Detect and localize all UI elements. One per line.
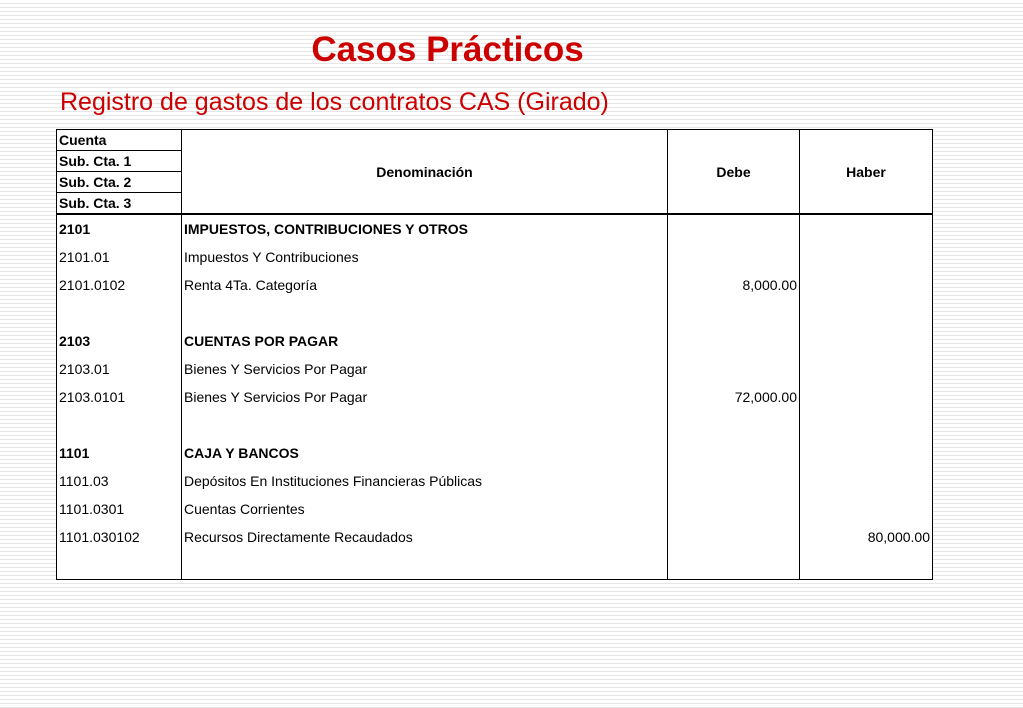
table-row: [57, 383, 933, 411]
page-subtitle: Registro de gastos de los contratos CAS (Girado): [60, 88, 609, 116]
cell-haber: [800, 439, 933, 467]
cell-haber: [800, 467, 933, 495]
cell-denominacion: [182, 551, 668, 580]
cell-debe: 72,000.00: [668, 383, 800, 411]
cell-denominacion: CUENTAS POR PAGAR: [182, 327, 668, 355]
page-title: Casos Prácticos: [311, 30, 584, 69]
cell-denominacion: Bienes Y Servicios Por Pagar: [182, 383, 668, 411]
ledger-header: [57, 130, 933, 215]
cell-haber: [800, 551, 933, 580]
table-row: [57, 467, 933, 495]
cell-cuenta: [57, 299, 182, 327]
cell-debe: [668, 439, 800, 467]
cell-haber: [800, 271, 933, 299]
cell-debe: [668, 299, 800, 327]
table-row: [57, 214, 933, 243]
cell-cuenta: 1101: [57, 439, 182, 467]
cell-cuenta: 2101.0102: [57, 271, 182, 299]
cell-cuenta: 2101.01: [57, 243, 182, 271]
cell-debe: [668, 523, 800, 551]
cell-debe: [668, 327, 800, 355]
cell-haber: [800, 327, 933, 355]
header-haber: Haber: [800, 130, 933, 215]
table-row: [57, 411, 933, 439]
cell-denominacion: CAJA Y BANCOS: [182, 439, 668, 467]
cell-haber: [800, 243, 933, 271]
cell-debe: [668, 495, 800, 523]
cell-cuenta: 1101.030102: [57, 523, 182, 551]
cell-debe: [668, 551, 800, 580]
cell-cuenta: 1101.03: [57, 467, 182, 495]
cell-haber: 80,000.00: [800, 523, 933, 551]
cell-debe: [668, 467, 800, 495]
cell-haber: [800, 214, 933, 243]
cell-cuenta: 2103.01: [57, 355, 182, 383]
cell-denominacion: Cuentas Corrientes: [182, 495, 668, 523]
cell-cuenta: 2103.0101: [57, 383, 182, 411]
cell-haber: [800, 299, 933, 327]
cell-denominacion: Impuestos Y Contribuciones: [182, 243, 668, 271]
table-row: [57, 439, 933, 467]
cell-cuenta: [57, 411, 182, 439]
header-sub-cta-2: Sub. Cta. 2: [57, 172, 182, 193]
cell-haber: [800, 383, 933, 411]
table-row: [57, 495, 933, 523]
cell-cuenta: 2101: [57, 214, 182, 243]
table-row: [57, 523, 933, 551]
cell-debe: [668, 355, 800, 383]
table-row: [57, 243, 933, 271]
cell-debe: 8,000.00: [668, 271, 800, 299]
ledger-table: [56, 129, 933, 580]
cell-denominacion: IMPUESTOS, CONTRIBUCIONES Y OTROS: [182, 214, 668, 243]
header-cuenta: Cuenta: [57, 130, 182, 151]
cell-haber: [800, 355, 933, 383]
cell-cuenta: 1101.0301: [57, 495, 182, 523]
cell-debe: [668, 214, 800, 243]
header-debe: Debe: [668, 130, 800, 215]
cell-haber: [800, 495, 933, 523]
ledger-body: [57, 214, 933, 580]
table-row: [57, 299, 933, 327]
cell-debe: [668, 411, 800, 439]
cell-cuenta: 2103: [57, 327, 182, 355]
cell-debe: [668, 243, 800, 271]
table-row: [57, 327, 933, 355]
header-sub-cta-1: Sub. Cta. 1: [57, 151, 182, 172]
header-denominacion: Denominación: [182, 130, 668, 215]
cell-denominacion: [182, 411, 668, 439]
cell-denominacion: Recursos Directamente Recaudados: [182, 523, 668, 551]
cell-denominacion: Renta 4Ta. Categoría: [182, 271, 668, 299]
cell-denominacion: [182, 299, 668, 327]
cell-denominacion: Depósitos En Instituciones Financieras Públicas: [182, 467, 668, 495]
table-row: [57, 551, 933, 580]
header-sub-cta-3: Sub. Cta. 3: [57, 193, 182, 215]
cell-haber: [800, 411, 933, 439]
table-row: [57, 355, 933, 383]
cell-cuenta: [57, 551, 182, 580]
table-row: [57, 271, 933, 299]
cell-denominacion: Bienes Y Servicios Por Pagar: [182, 355, 668, 383]
